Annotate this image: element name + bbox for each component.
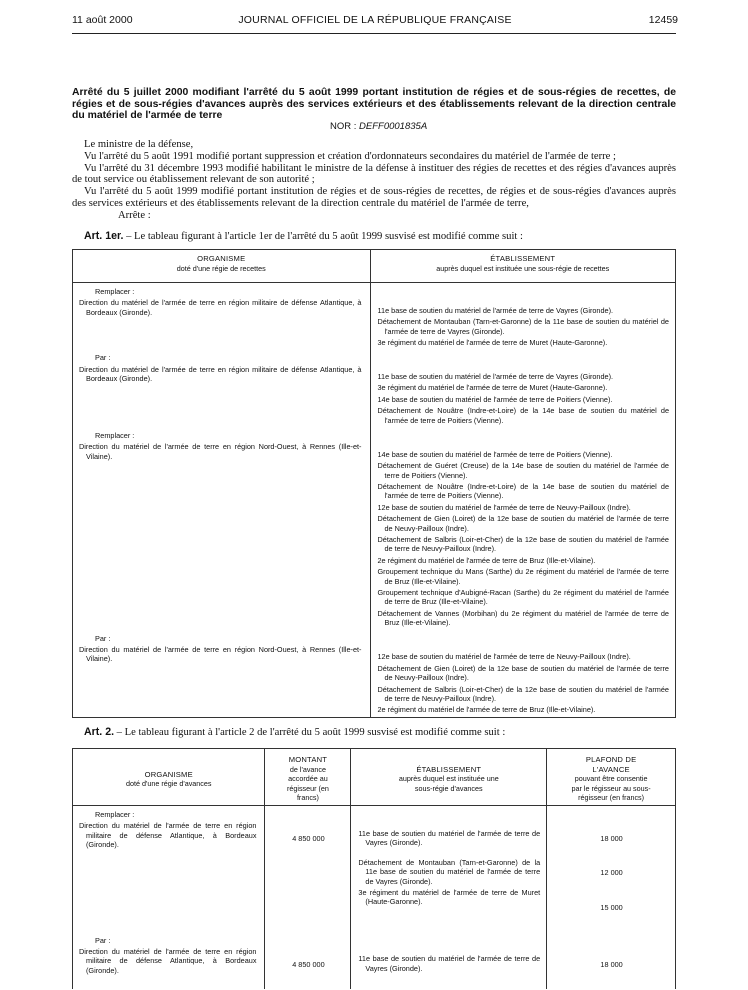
etablissement-entry: 2e régiment du matériel de l'armée de terre de Bruz (Ille-et-Vilaine).: [377, 555, 596, 565]
article-2-intro: [84, 726, 676, 738]
organisme-name: Direction du matériel de l'armée de terre en région militaire de défense Atlantique, à Bordeaux (Gironde).: [79, 821, 257, 850]
header-page-number: 12459: [648, 14, 678, 26]
etablissement-cell: [370, 283, 676, 350]
spacer: [378, 361, 670, 370]
column-subtitle: doté d'une régie de recettes: [176, 263, 266, 273]
preamble: [72, 139, 676, 222]
etablissement-entry: 14e base de soutien du matériel de l'armée de terre de Poitiers (Vienne).: [377, 394, 613, 404]
nor-reference: [330, 121, 427, 132]
action-label: Remplacer :: [95, 810, 135, 819]
running-header: [72, 14, 678, 28]
column-subtitle: auprès duquel est instituée une sous-régie de recettes: [436, 263, 610, 273]
etablissement-entry: Groupement technique d'Aubigné-Racan (Sarthe) du 2e régiment du matériel de l'armée de terre de Bruz (Ille-et-Vilaine).: [377, 588, 669, 607]
etablissement-entry: 14e base de soutien du matériel de l'armée de terre de Poitiers (Vienne).: [377, 449, 613, 459]
action-label: Par :: [95, 935, 111, 945]
preamble-vu-1: Vu l'arrêté du 5 août 1991 modifié portant suppression et création d'ordonnateurs secondaires du matériel de l'armée de terre ;: [84, 150, 616, 162]
action-label: Par :: [95, 353, 111, 363]
preamble-vu-3: Vu l'arrêté du 5 août 1999 modifié portant institution de régies et de sous-régies de recettes, de régies et de sous-régies d'avances auprès des services extérieurs et des établissements relevant de la direction centrale du matériel de l'armée de terre,: [72, 186, 676, 209]
plafond-value: 18 000: [600, 959, 623, 969]
etablissement-entry: Détachement de Gien (Loiret) de la 12e base de soutien du matériel de l'armée de terre de Neuvy-Pailloux (Indre).: [377, 663, 669, 683]
spacer: [272, 943, 344, 952]
etablissement-entry: 12e base de soutien du matériel de l'armée de terre de Neuvy-Pailloux (Indre).: [377, 652, 631, 662]
etablissement-entry: 11e base de soutien du matériel de l'armée de terre de Vayres (Gironde).: [358, 954, 541, 973]
column-title: MONTANT: [288, 755, 328, 765]
etablissement-entry: 3e régiment du matériel de l'armée de terre de Muret (Haute-Garonne).: [377, 337, 608, 347]
column-title: ORGANISME: [197, 254, 246, 263]
plafond-value: 12 000: [600, 868, 623, 878]
table-row: [73, 806, 676, 932]
column-header-organisme: [73, 250, 371, 283]
etablissement-cell: [370, 630, 676, 718]
table-row: [73, 283, 676, 350]
etablissement-entry: Détachement de Salbris (Loir-et-Cher) de la 12e base de soutien du matériel de l'armée de terre de Neuvy-Pailloux (Indre).: [377, 684, 669, 703]
article-1-label: Art. 1er.: [84, 230, 124, 242]
spacer: [358, 943, 540, 952]
article-2-text: – Le tableau figurant à l'article 2 de l'arrêté du 5 août 1999 susvisé est modifié comme suit :: [114, 727, 506, 738]
etablissement-entry: Groupement technique du Mans (Sarthe) du 2e régiment du matériel de l'armée de terre de Bruz (Ille-et-Vilaine).: [377, 567, 669, 586]
etablissement-entry: Détachement de Guéret (Creuse) de la 14e base de soutien du matériel de l'armée de terre de Poitiers (Vienne).: [377, 461, 669, 480]
action-label: Remplacer :: [95, 287, 135, 296]
header-rule: [72, 33, 676, 34]
plafond-value: 15 000: [600, 902, 623, 912]
etablissement-entry: 3e régiment du matériel de l'armée de terre de Muret (Haute-Garonne).: [377, 383, 608, 393]
preamble-minister: Le ministre de la défense,: [84, 139, 194, 150]
article-2-label: Art. 2.: [84, 726, 115, 738]
organisme-cell: [73, 932, 265, 989]
organisme-cell: [73, 283, 371, 350]
organisme-cell: [73, 630, 371, 718]
decree-title: Arrêté du 5 juillet 2000 modifiant l'arrêté du 5 août 1999 portant institution de régies et de sous-régies de recettes, de régies et de sous-régies d'avances auprès des services extérieurs et des établissements relevant de la direction centrale du matériel de l'armée de terre: [72, 87, 676, 121]
organisme-name: Direction du matériel de l'armée de terre en région Nord-Ouest, à Rennes (Ille-et-Vilaine).: [79, 442, 362, 461]
nor-label: NOR :: [330, 121, 357, 132]
organisme-cell: [73, 806, 265, 932]
etablissement-cell: [370, 349, 676, 427]
etablissement-entry: 11e base de soutien du matériel de l'armée de terre de Vayres (Gironde).: [377, 305, 614, 315]
etablissement-entry: Détachement de Nouâtre (Indre-et-Loire) de la 14e base de soutien du matériel de l'armée de terre de Poitiers (Vienne).: [377, 406, 669, 425]
montant-cell: [265, 932, 351, 989]
table-row: [73, 630, 676, 718]
table-header-row: [73, 250, 676, 283]
column-subtitle: pouvant être consentie par le régisseur au sous-régisseur (en francs): [571, 774, 651, 803]
organisme-name: Direction du matériel de l'armée de terre en région militaire de défense Atlantique, à Bordeaux (Gironde).: [79, 947, 257, 975]
spacer: [272, 817, 344, 826]
spacer: [554, 817, 669, 826]
montant-value: 4 850 000: [292, 834, 325, 843]
etablissement-entry: 12e base de soutien du matériel de l'armée de terre de Neuvy-Pailloux (Indre).: [377, 502, 631, 512]
table-header-row: [73, 749, 676, 806]
nor-code: DEFF0001835A: [359, 121, 428, 132]
etablissement-entry: Détachement de Salbris (Loir-et-Cher) de la 12e base de soutien du matériel de l'armée de terre de Neuvy-Pailloux (Indre).: [377, 535, 669, 554]
etablissement-cell: [370, 427, 676, 630]
plafond-cell: [547, 932, 676, 989]
header-date: 11 août 2000: [72, 14, 133, 26]
article-1-intro: [84, 230, 676, 242]
column-title: ÉTABLISSEMENT: [416, 764, 482, 774]
plafond-value: 18 000: [600, 834, 623, 843]
article-1-text: – Le tableau figurant à l'article 1er de l'arrêté du 5 août 1999 susvisé est modifié comme suit :: [123, 231, 523, 242]
spacer: [358, 817, 540, 826]
column-title: ÉTABLISSEMENT: [490, 254, 556, 263]
column-header-plafond: [547, 749, 676, 806]
etablissement-cell: [351, 932, 547, 989]
column-subtitle: auprès duquel est instituée une sous-régie d'avances: [398, 774, 499, 793]
preamble-vu-2: Vu l'arrêté du 31 décembre 1993 modifié habilitant le ministre de la défense à instituer des régies de recettes et des régies d'avances auprès de tout service ou établissement relevant de son autorité ;: [72, 162, 676, 186]
etablissement-entry: Détachement de Gien (Loiret) de la 12e base de soutien du matériel de l'armée de terre de Neuvy-Pailloux (Indre).: [377, 514, 669, 533]
etablissement-entry: Détachement de Vannes (Morbihan) du 2e régiment du matériel de l'armée de terre de Bruz (Ille-et-Vilaine).: [377, 608, 669, 628]
column-subtitle: de l'avance accordée au régisseur (en francs): [286, 764, 329, 803]
montant-cell: [265, 806, 351, 932]
column-title: PLAFOND DE L'AVANCE: [585, 755, 637, 774]
column-subtitle: doté d'une régie d'avances: [126, 779, 212, 788]
etablissement-entry: 11e base de soutien du matériel de l'armée de terre de Vayres (Gironde).: [358, 828, 541, 848]
table-row: [73, 427, 676, 630]
etablissement-entry: 3e régiment du matériel de l'armée de terre de Muret (Haute-Garonne).: [358, 887, 541, 907]
table-regies-avances: [72, 748, 676, 989]
spacer: [378, 294, 670, 303]
table-row: [73, 349, 676, 427]
preamble-arrete: Arrête :: [118, 209, 151, 221]
montant-value: 4 850 000: [292, 959, 325, 969]
etablissement-entry: 11e base de soutien du matériel de l'armée de terre de Vayres (Gironde).: [377, 372, 614, 382]
spacer: [378, 641, 670, 650]
column-header-etablissement: [370, 250, 676, 283]
etablissement-cell: [351, 806, 547, 932]
etablissement-entry: Détachement de Nouâtre (Indre-et-Loire) de la 14e base de soutien du matériel de l'armée de terre de Poitiers (Vienne).: [377, 481, 669, 501]
spacer: [554, 943, 669, 952]
plafond-cell: [547, 806, 676, 932]
header-journal-title: JOURNAL OFFICIEL DE LA RÉPUBLIQUE FRANÇAISE: [238, 14, 512, 26]
etablissement-entry: Détachement de Montauban (Tarn-et-Garonne) de la 11e base de soutien du matériel de l'armée de terre de Vayres (Gironde).: [358, 857, 541, 886]
column-header-etablissement: [351, 749, 547, 806]
organisme-cell: [73, 349, 371, 427]
etablissement-entry: 2e régiment du matériel de l'armée de terre de Bruz (Ille-et-Vilaine).: [377, 705, 596, 715]
column-header-montant: [265, 749, 351, 806]
column-title: ORGANISME: [144, 769, 193, 779]
etablissement-entry: Détachement de Montauban (Tarn-et-Garonne) de la 11e base de soutien du matériel de l'armée de terre de Vayres (Gironde).: [377, 317, 669, 336]
action-label: Par :: [95, 633, 111, 643]
action-label: Remplacer :: [95, 431, 135, 441]
organisme-name: Direction du matériel de l'armée de terre en région Nord-Ouest, à Rennes (Ille-et-Vilaine).: [79, 645, 362, 664]
column-header-organisme: [73, 749, 265, 806]
organisme-name: Direction du matériel de l'armée de terre en région militaire de défense Atlantique, à Bordeaux (Gironde).: [79, 298, 362, 317]
organisme-name: Direction du matériel de l'armée de terre en région militaire de défense Atlantique, à Bordeaux (Gironde).: [79, 364, 362, 384]
spacer: [378, 438, 670, 447]
table-row: [73, 932, 676, 989]
table-regies-recettes: [72, 249, 676, 718]
organisme-cell: [73, 427, 371, 630]
